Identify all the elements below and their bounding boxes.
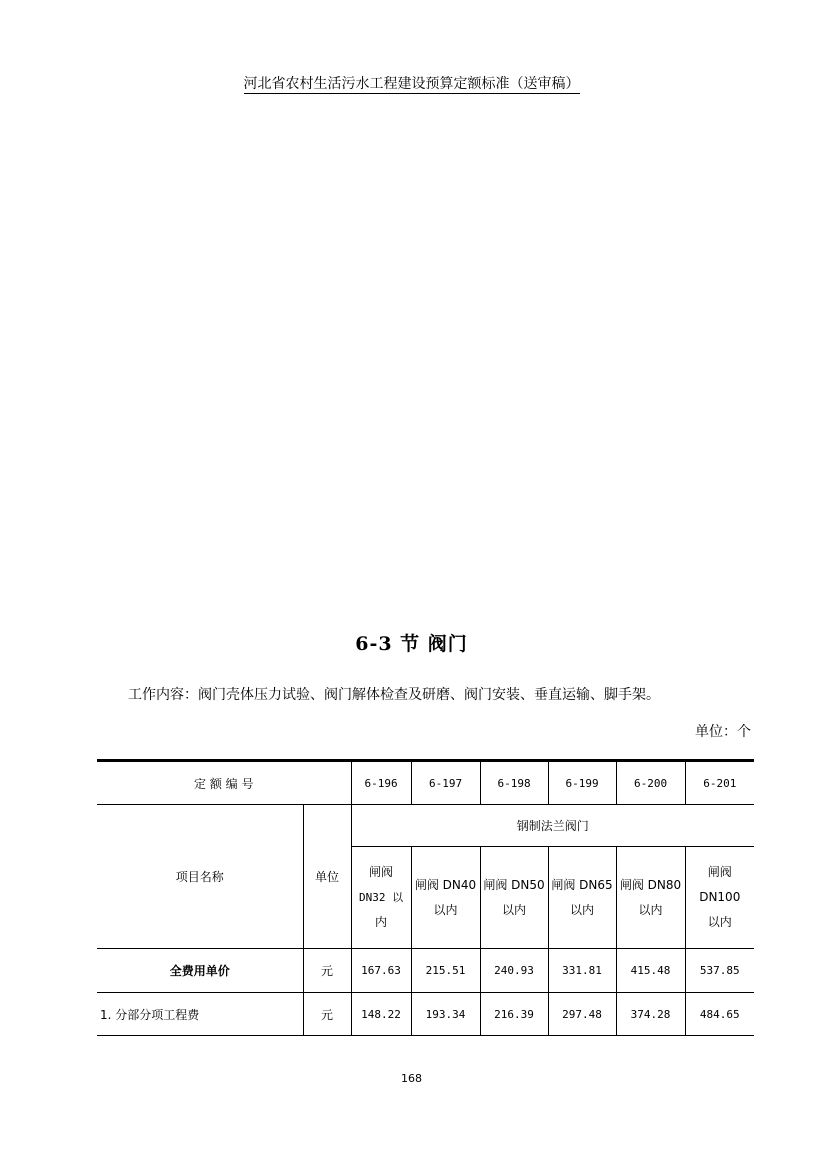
work-content-text: 工作内容：阀门壳体压力试验、阀门解体检查及研磨、阀门安装、垂直运输、脚手架。 bbox=[128, 687, 660, 703]
code-cell: 6-201 bbox=[685, 761, 754, 805]
document-header-title: 河北省农村生活污水工程建设预算定额标准（送审稿） bbox=[243, 76, 580, 92]
value-cell: 415.48 bbox=[616, 949, 685, 993]
column-head bbox=[685, 847, 754, 949]
item-name-label: 项目名称 bbox=[97, 805, 303, 949]
row-unit: 元 bbox=[303, 949, 351, 993]
section-title: 6-3 节 阀门 bbox=[355, 633, 468, 655]
column-head-line: 闸阀 DN65 bbox=[551, 877, 613, 892]
column-head bbox=[411, 847, 480, 949]
value-cell: 537.85 bbox=[685, 949, 754, 993]
page-number: 168 bbox=[401, 1072, 422, 1085]
column-head-line: 闸阀 DN80 bbox=[619, 877, 682, 892]
value-cell: 297.48 bbox=[548, 993, 616, 1036]
row-unit: 元 bbox=[303, 993, 351, 1036]
value-cell: 148.22 bbox=[351, 993, 411, 1036]
code-cell: 6-200 bbox=[616, 761, 685, 805]
value-cell: 215.51 bbox=[411, 949, 480, 993]
value-cell: 484.65 bbox=[685, 993, 754, 1036]
column-head-line: 闸阀 DN100 bbox=[699, 865, 741, 904]
value-cell: 167.63 bbox=[351, 949, 411, 993]
code-cell: 6-196 bbox=[351, 761, 411, 805]
column-head bbox=[480, 847, 548, 949]
code-cell: 6-199 bbox=[548, 761, 616, 805]
column-head bbox=[548, 847, 616, 949]
column-head-line: 闸阀 bbox=[369, 865, 394, 879]
value-cell: 374.28 bbox=[616, 993, 685, 1036]
column-head-line: 以内 bbox=[638, 902, 663, 917]
column-head-line: 以内 bbox=[707, 915, 732, 929]
unit-note: 单位：个 bbox=[695, 724, 751, 740]
row-name: 全费用单价 bbox=[97, 949, 303, 993]
column-head-line: 以内 bbox=[570, 902, 595, 917]
row-name: 1. 分部分项工程费 bbox=[97, 993, 303, 1036]
value-cell: 331.81 bbox=[548, 949, 616, 993]
table-row bbox=[97, 993, 754, 1036]
column-head bbox=[351, 847, 411, 949]
quota-table bbox=[97, 759, 754, 1036]
quota-no-label: 定 额 编 号 bbox=[97, 761, 351, 805]
group-label: 钢制法兰阀门 bbox=[351, 805, 754, 847]
value-cell: 193.34 bbox=[411, 993, 480, 1036]
column-head-line: 以内 bbox=[502, 902, 527, 917]
column-head bbox=[616, 847, 685, 949]
column-head-line: DN32 以 bbox=[358, 891, 404, 904]
unit-label: 单位 bbox=[303, 805, 351, 949]
document-header bbox=[0, 73, 823, 93]
table-row-codes bbox=[97, 761, 754, 805]
column-head-line: 内 bbox=[375, 915, 388, 929]
value-cell: 240.93 bbox=[480, 949, 548, 993]
code-cell: 6-198 bbox=[480, 761, 548, 805]
table-row bbox=[97, 949, 754, 993]
column-head-line: 闸阀 DN40 bbox=[414, 877, 477, 892]
table-row-group bbox=[97, 805, 754, 847]
column-head-line: 闸阀 DN50 bbox=[483, 877, 545, 892]
code-cell: 6-197 bbox=[411, 761, 480, 805]
column-head-line: 以内 bbox=[433, 902, 458, 917]
value-cell: 216.39 bbox=[480, 993, 548, 1036]
